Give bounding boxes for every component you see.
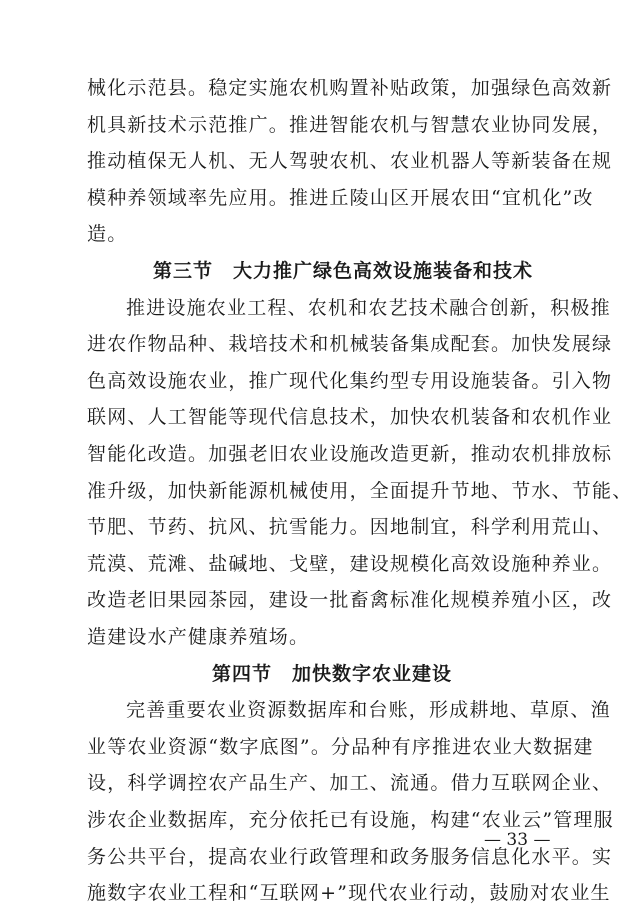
paragraph-line: 进农作物品种、栽培技术和机械装备集成配套。加快发展绿: [87, 333, 613, 355]
paragraph-line: 智能化改造。加强老旧农业设施改造更新，推动农机排放标: [87, 443, 613, 465]
paragraph-line: 推进设施农业工程、农机和农艺技术融合创新，积极推: [126, 297, 611, 319]
paragraph-line: 改造老旧果园茶园，建设一批畜禽标准化规模养殖小区，改: [87, 589, 613, 611]
paragraph-line: 造。: [87, 223, 128, 245]
paragraph-line: 准升级，加快新能源机械使用，全面提升节地、节水、节能、: [87, 480, 633, 502]
paragraph-line: 设，科学调控农产品生产、加工、流通。借力互联网企业、: [87, 772, 613, 794]
paragraph-line: 完善重要农业资源数据库和台账，形成耕地、草原、渔: [126, 699, 611, 721]
paragraph-line: 涉农企业数据库，充分依托已有设施，构建“农业云”管理服: [87, 809, 614, 831]
paragraph-line: 造建设水产健康养殖场。: [87, 626, 310, 648]
paragraph-line: 联网、人工智能等现代信息技术，加快农机装备和农机作业: [87, 406, 613, 428]
paragraph-line: 模种养领域率先应用。推进丘陵山区开展农田“宜机化”改: [87, 187, 594, 209]
section-heading: 第三节 大力推广绿色高效设施装备和技术: [153, 260, 534, 282]
paragraph-line: 节肥、节药、抗风、抗雪能力。因地制宜，科学利用荒山、: [87, 516, 613, 538]
paragraph-line: 色高效设施农业，推广现代化集约型专用设施装备。引入物: [87, 370, 613, 392]
paragraph-line: 务公共平台，提高农业行政管理和政务服务信息化水平。实: [87, 846, 613, 868]
paragraph-line: 施数字农业工程和“互联网+”现代农业行动，鼓励对农业生: [87, 882, 611, 904]
paragraph-line: 荒漠、荒滩、盐碱地、戈壁，建设规模化高效设施种养业。: [87, 553, 613, 575]
paragraph-line: 业等农业资源“数字底图”。分品种有序推进农业大数据建: [87, 736, 594, 758]
paragraph-line: 械化示范县。稳定实施农机购置补贴政策，加强绿色高效新: [87, 77, 613, 99]
section-heading: 第四节 加快数字农业建设: [212, 663, 453, 685]
paragraph-line: 机具新技术示范推广。推进智能农机与智慧农业协同发展，: [87, 114, 613, 136]
page-number: — 33 —: [484, 830, 551, 850]
paragraph-line: 推动植保无人机、无人驾驶农机、农业机器人等新装备在规: [87, 150, 613, 172]
